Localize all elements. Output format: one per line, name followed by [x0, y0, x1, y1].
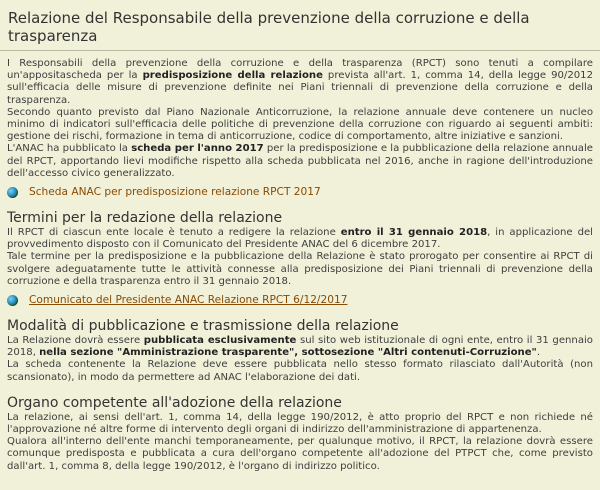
scheda-link-row	[7, 186, 593, 199]
content	[0, 51, 600, 473]
termini-paragraph-2: Tale termine per la predisposizione e la pubblicazione della Relazione è stato prorogato per consentire ai RPCT di svolgere adeguatamente tutte le attività connesse alla predisposizione dei Piani triennali di prevenzione della corruzione e della trasparenza entro il 31 gennaio 2018.	[7, 251, 593, 287]
modalita-paragraph-2: La scheda contenente la Relazione deve essere pubblicata nello stesso formato rilasciato dall'Autorità (non scansionato), in modo da permettere ad ANAC l'elaborazione dei dati.	[7, 359, 593, 383]
modalita-paragraph-1: La Relazione dovrà essere pubblicata esclusivamente sul sito web istituzionale di ogni ente, entro il 31 gennaio 2018, nella sezione "Amministrazione trasparente", sottosezione "Altri contenuti-Corruzione".	[7, 335, 593, 359]
globe-icon	[7, 295, 18, 306]
organo-paragraph-1: La relazione, ai sensi dell'art. 1, comma 14, della legge 190/2012, è atto proprio del RPCT e non richiede né l'approvazione né altre forme di intervento degli organi di indirizzo dell'amministrazione di appartenenza.	[7, 411, 593, 436]
organo-paragraph-2: Qualora all'interno dell'ente manchi temporaneamente, per qualunque motivo, il RPCT, la relazione dovrà essere comunque predisposta e pubblicata a cura dell'organo competente all'adozione del PTPCT che, come previsto dall'art. 1, comma 8, della legge 190/2012, è l'organo di indirizzo politico.	[7, 436, 593, 472]
page-title: Relazione del Responsabile della prevenzione della corruzione e della trasparenza	[8, 9, 530, 45]
intro-paragraph-3: L'ANAC ha pubblicato la scheda per l'anno 2017 per la predisposizione e la pubblicazione della relazione annuale del RPCT, apportando lievi modifiche rispetto alla scheda pubblicata nel 2016, anche in ragione dell'introduzione dell'accesso civico generalizzato.	[7, 143, 593, 179]
comunicato-anac-link[interactable]: Comunicato del Presidente ANAC Relazione RPCT 6/12/2017	[29, 294, 348, 307]
globe-icon	[7, 187, 18, 198]
comunicato-link-row	[7, 294, 593, 307]
organo-heading: Organo competente all'adozione della relazione	[7, 394, 342, 411]
intro-paragraph-1: I Responsabili della prevenzione della corruzione e della trasparenza (RPCT) sono tenuti a compilare un'appositascheda per la predisposizione della relazione prevista all'art. 1, comma 14, della legge 90/2012 sull'efficacia delle misure di prevenzione definite nei Piani triennali di prevenzione della corruzione e della trasparenza.	[7, 58, 594, 106]
termini-heading: Termini per la redazione della relazione	[7, 210, 283, 227]
termini-paragraph-1: Il RPCT di ciascun ente locale è tenuto a redigere la relazione entro il 31 gennaio 2018, in applicazione del provvedimento disposto con il Comunicato del Presidente ANAC del 6 dicembre 2017.	[7, 227, 593, 251]
modalita-heading: Modalità di pubblicazione e trasmissione della relazione	[7, 318, 399, 335]
scheda-anac-link[interactable]: Scheda ANAC per predisposizione relazione RPCT 2017	[29, 186, 321, 199]
intro-paragraph-2: Secondo quanto previsto dal Piano Nazionale Anticorruzione, la relazione annuale deve contenere un nucleo minimo di indicatori sull'efficacia delle politiche di prevenzione della corruzione con riguardo ai seguenti ambiti: gestione dei rischi, formazione in tema di anticorruzione, codice di comportamento, altre iniziative e sanzioni.	[7, 106, 593, 143]
